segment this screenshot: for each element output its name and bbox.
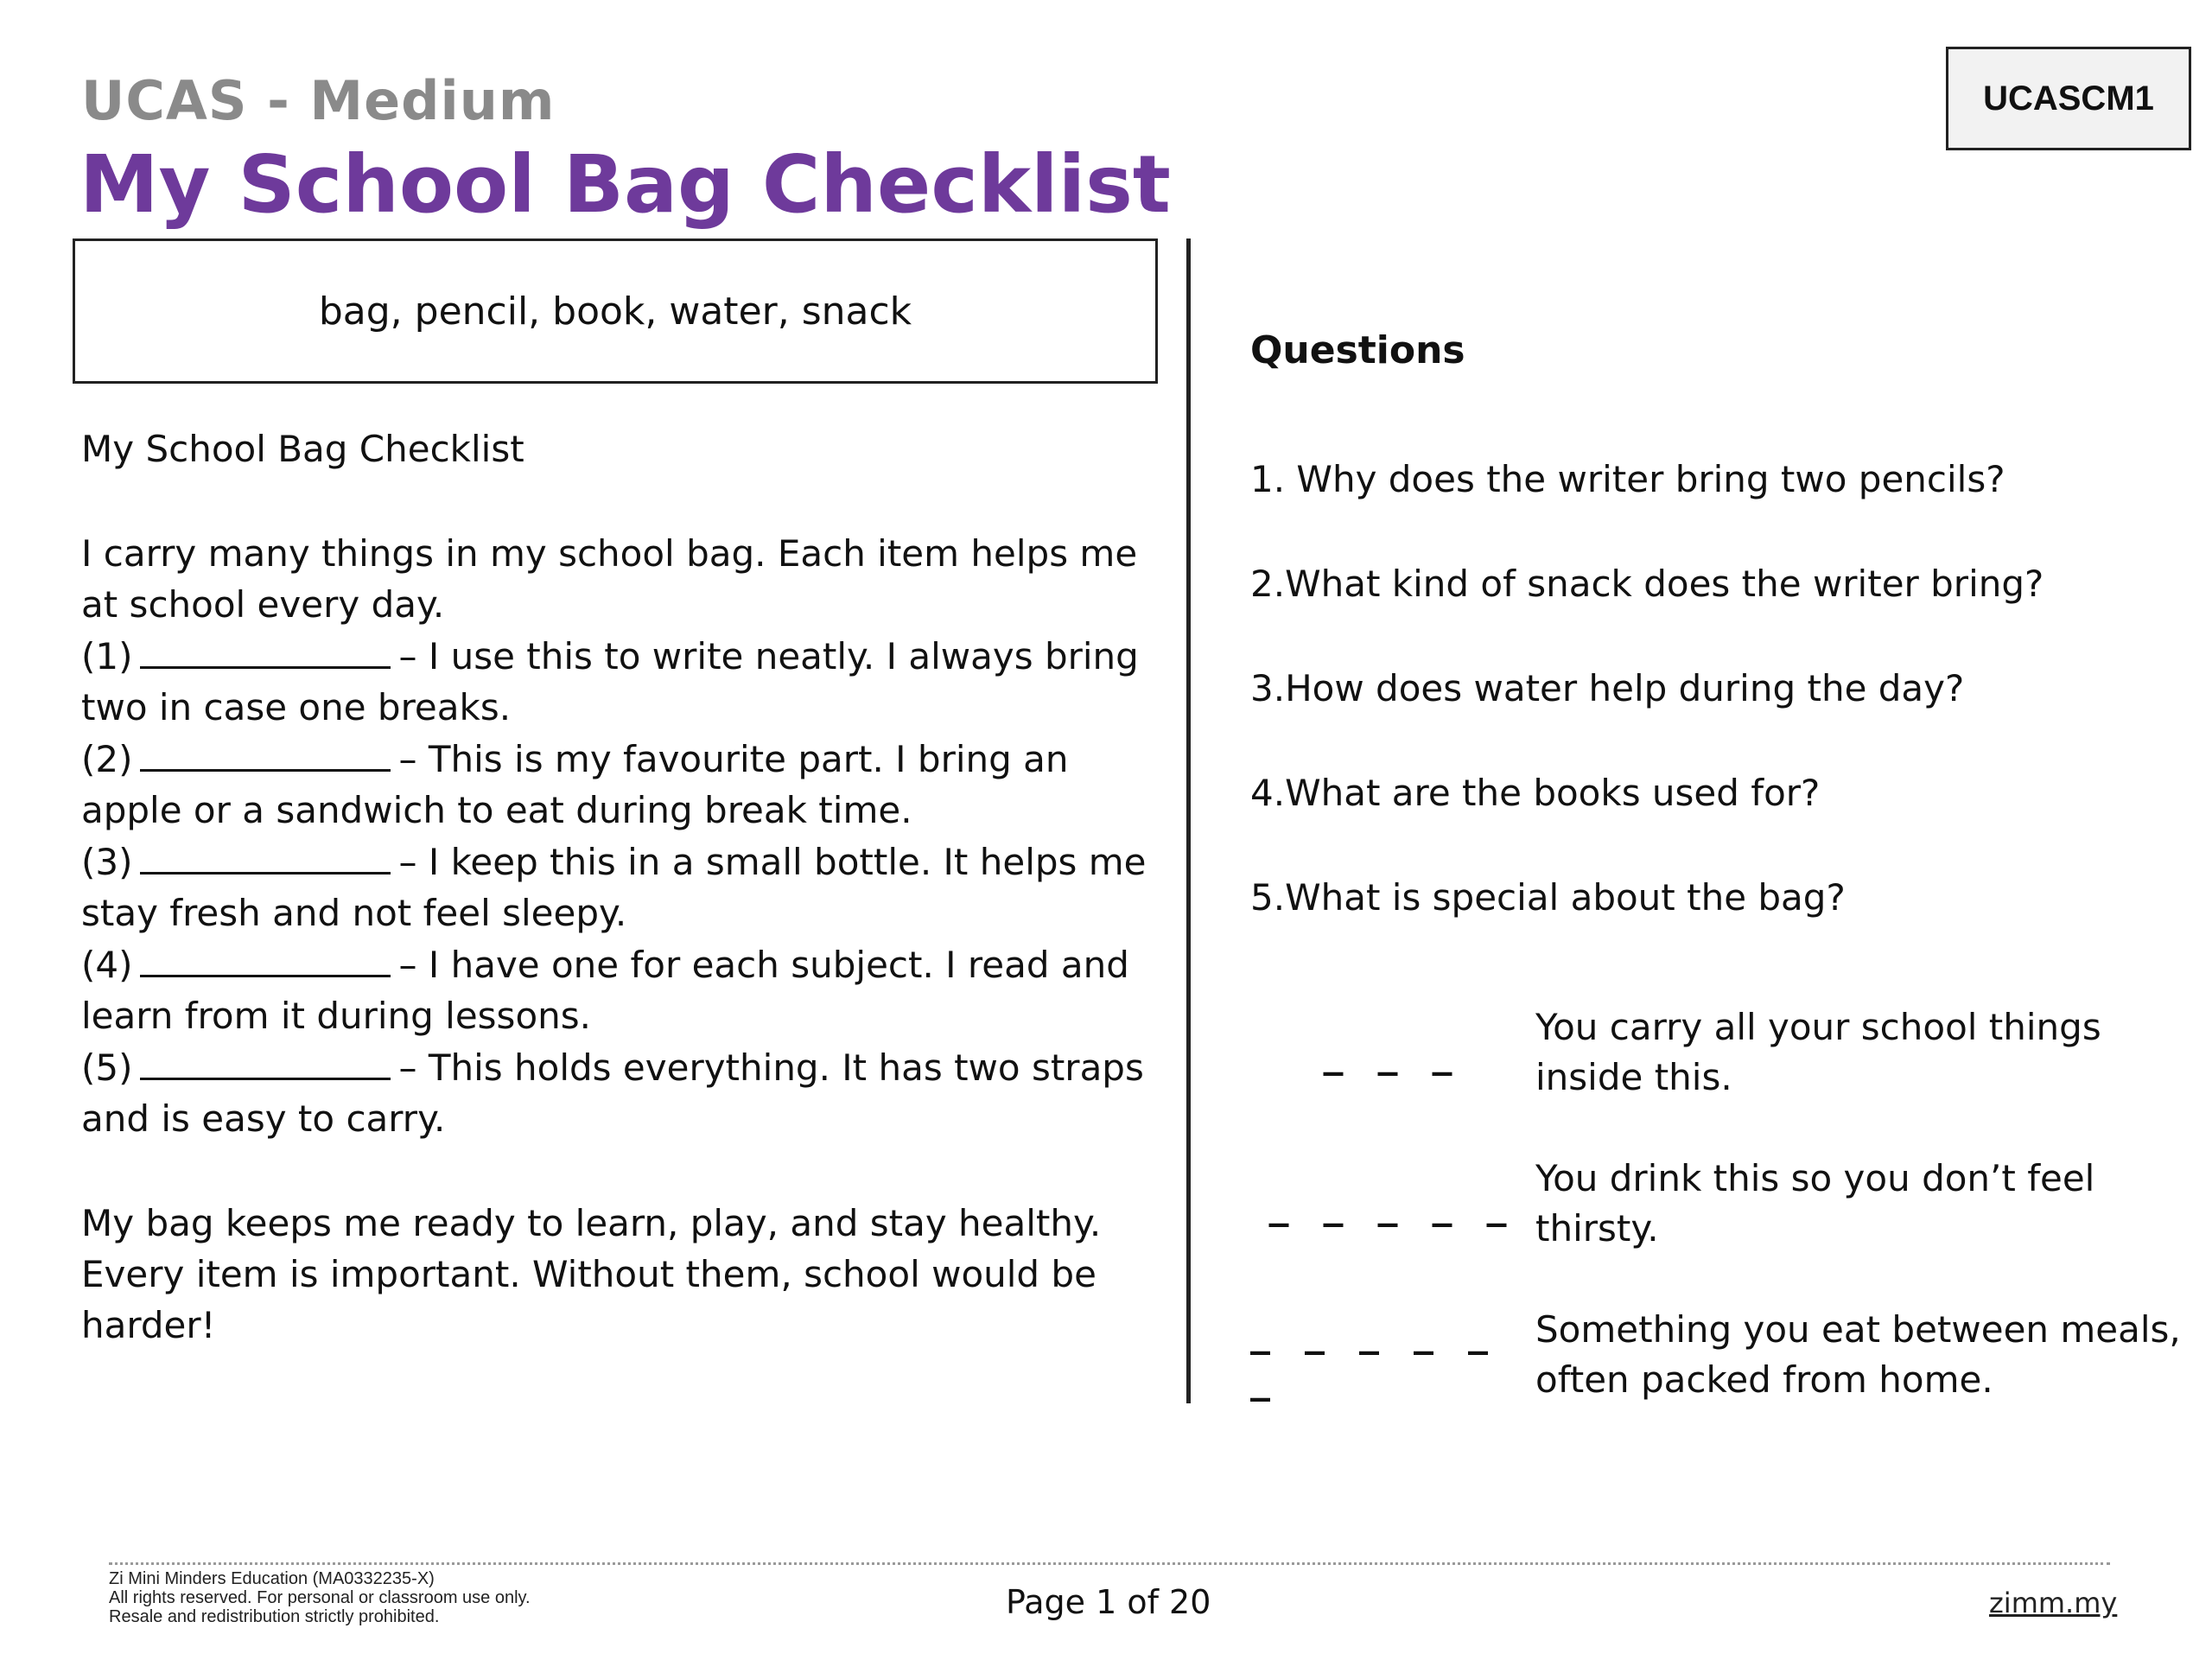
question-item: 5.What is special about the bag? [1250, 876, 1846, 919]
question-item: 3.How does water help during the day? [1250, 667, 1965, 709]
worksheet-title: My School Bag Checklist [79, 138, 1171, 231]
question-item: 1. Why does the writer bring two pencils? [1250, 458, 2005, 500]
answer-blank[interactable] [140, 630, 391, 669]
website-link[interactable]: zimm.my [1989, 1587, 2118, 1619]
worksheet-code: UCASCM1 [1983, 79, 2154, 118]
answer-blank[interactable] [140, 938, 391, 977]
passage-item [81, 1041, 1161, 1144]
clue-answer-dashes[interactable]: _ _ _ _ _ _ [1250, 1308, 1499, 1402]
passage-item [81, 938, 1161, 1041]
word-bank [73, 239, 1158, 384]
item-number: (4) [81, 944, 133, 986]
reading-passage [81, 423, 1161, 1351]
item-number: (1) [81, 635, 133, 677]
page-number: Page 1 of 20 [1006, 1583, 1211, 1621]
footer-divider [109, 1562, 2110, 1565]
passage-item [81, 733, 1161, 836]
clue-answer-dashes[interactable]: _ _ _ _ _ [1268, 1180, 1517, 1227]
item-text: – This holds everything. It has two straps and is easy to carry. [81, 1046, 1144, 1140]
clue-row [1250, 1154, 2201, 1254]
clue-row [1250, 1305, 2201, 1405]
clue-answer-dashes[interactable]: _ _ _ [1323, 1029, 1463, 1076]
answer-blank[interactable] [140, 733, 391, 772]
passage-heading: My School Bag Checklist [81, 428, 524, 470]
passage-intro: I carry many things in my school bag. Each item helps me at school every day. [81, 532, 1138, 626]
item-number: (2) [81, 738, 133, 780]
answer-blank[interactable] [140, 836, 391, 875]
clue-row [1250, 1002, 2201, 1103]
worksheet-level: UCAS - Medium [81, 69, 556, 132]
item-text: – I have one for each subject. I read and learn from it during lessons. [81, 944, 1129, 1037]
question-item: 2.What kind of snack does the writer bring? [1250, 563, 2044, 605]
item-text: – I keep this in a small bottle. It helps me stay fresh and not feel sleepy. [81, 841, 1147, 934]
answer-blank[interactable] [140, 1041, 391, 1080]
footer-copyright [109, 1569, 531, 1626]
column-divider [1186, 239, 1191, 1403]
item-text: – I use this to write neatly. I always bring two in case one breaks. [81, 635, 1139, 728]
spacer [81, 474, 1161, 528]
footer-resale: Resale and redistribution strictly prohibited. [109, 1607, 440, 1626]
footer-rights: All rights reserved. For personal or classroom use only. [109, 1588, 531, 1607]
clue-text: You drink this so you don’t feel thirsty. [1535, 1157, 2095, 1250]
clue-text: You carry all your school things inside this. [1535, 1006, 2101, 1098]
item-text: – This is my favourite part. I bring an apple or a sandwich to eat during break time. [81, 738, 1069, 831]
clue-text: Something you eat between meals, often packed from home. [1535, 1308, 2181, 1401]
question-item: 4.What are the books used for? [1250, 772, 1821, 814]
passage-closing: My bag keeps me ready to learn, play, and stay healthy. Every item is important. Without them, school would be harder! [81, 1202, 1102, 1346]
worksheet-code-badge [1946, 47, 2191, 150]
spacer [81, 1144, 1161, 1198]
footer-company: Zi Mini Minders Education (MA0332235-X) [109, 1569, 435, 1588]
questions-heading: Questions [1250, 328, 1465, 372]
passage-item [81, 630, 1161, 733]
item-number: (3) [81, 841, 133, 883]
item-number: (5) [81, 1046, 133, 1089]
question-list [1250, 449, 2192, 972]
word-bank-words: bag, pencil, book, water, snack [318, 289, 912, 334]
passage-item [81, 836, 1161, 938]
